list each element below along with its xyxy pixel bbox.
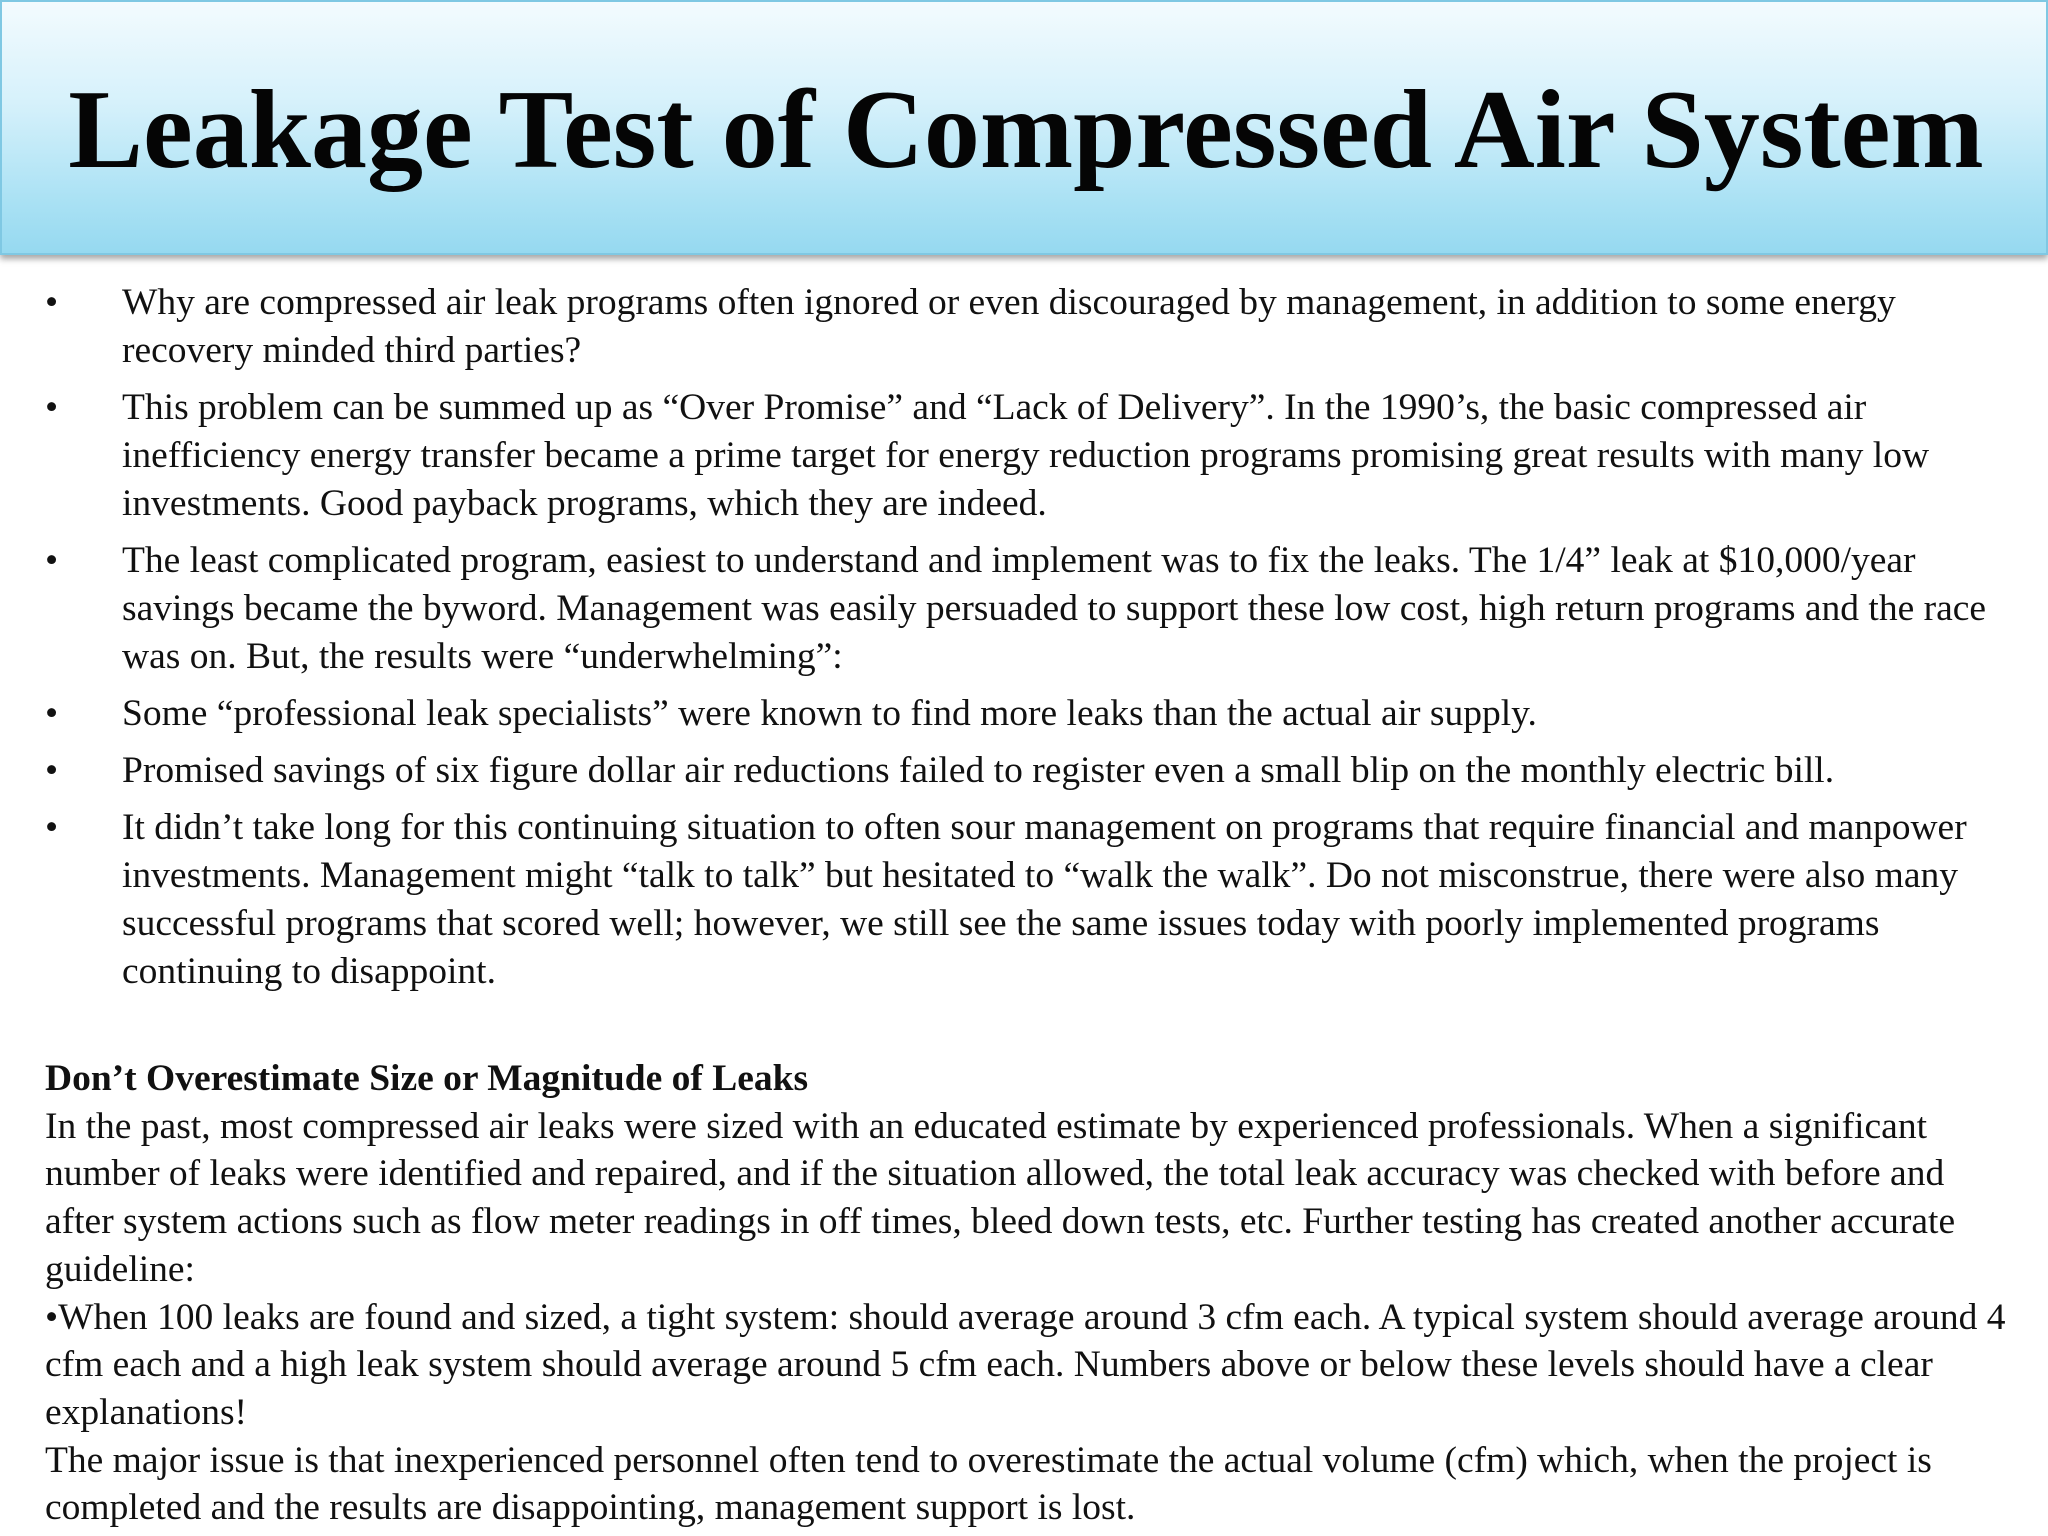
bullet-icon: • [45,282,59,323]
section-heading: Don’t Overestimate Size or Magnitude of Leaks [45,1058,809,1099]
bullet-icon: • [45,387,59,428]
bullet-text: The least complicated program, easiest to understand and implement was to fix the leaks. The 1/4” leak at $10,000/year savings became the byword. Management was easily persuaded to support these low cost, high return programs and the race was on. But, the results were “underwhelming”: [122,540,1987,677]
slide-title: Leakage Test of Compressed Air System [68,68,1984,192]
bullet-item [45,537,2005,681]
bullet-item [45,804,2005,996]
bullet-icon: • [45,540,59,581]
bullet-text: This problem can be summed up as “Over Promise” and “Lack of Delivery”. In the 1990’s, the basic compressed air inefficiency energy transfer became a prime target for energy reduction programs promising great results with many low investments. Good payback programs, which they are indeed. [122,387,1930,524]
bullet-text: Why are compressed air leak programs often ignored or even discouraged by management, in addition to some energy recovery minded third parties? [122,282,1896,371]
bullet-item [45,747,2005,795]
section-paragraph: In the past, most compressed air leaks were sized with an educated estimate by experienced professionals. When a significant number of leaks were identified and repaired, and if the situation allowed, the total leak accuracy was checked with before and after system actions such as flow meter readings in off times, bleed down tests, etc. Further testing has created another accurate guideline: [45,1105,1956,1290]
section-guideline-paragraph: •When 100 leaks are found and sized, a tight system: should average around 3 cfm each. A typical system should average around 4 cfm each and a high leak system should average around 5 cfm each. Numbers above or below these levels should have a clear explanations! [45,1296,2006,1433]
bullet-item [45,279,2005,375]
leak-size-section [45,1055,2015,1532]
bullet-list [45,279,2005,1005]
bullet-text: Some “professional leak specialists” were known to find more leaks than the actual air supply. [122,693,1537,734]
title-banner [0,0,2048,255]
bullet-text: Promised savings of six figure dollar air reductions failed to register even a small blip on the monthly electric bill. [122,750,1835,791]
section-paragraph: The major issue is that inexperienced personnel often tend to overestimate the actual volume (cfm) which, when the project is completed and the results are disappointing, management support is lost. [45,1439,1932,1529]
bullet-item [45,690,2005,738]
bullet-icon: • [45,693,59,734]
bullet-icon: • [45,750,59,791]
bullet-text: It didn’t take long for this continuing situation to often sour management on programs that require financial and manpower investments. Management might “talk to talk” but hesitated to “walk the walk”. Do not misconstrue, there were also many successful programs that scored well; however, we still see the same issues today with poorly implemented programs continuing to disappoint. [122,807,1967,992]
bullet-item [45,384,2005,528]
bullet-icon: • [45,807,59,848]
